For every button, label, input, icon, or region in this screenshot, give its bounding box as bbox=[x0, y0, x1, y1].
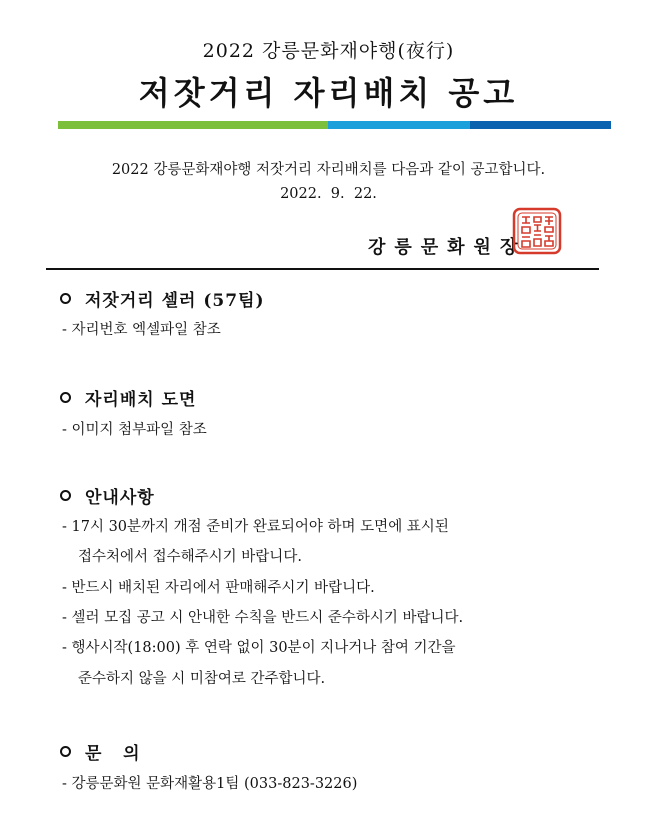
document-title: 저잣거리 자리배치 공고 bbox=[138, 74, 519, 112]
divider-bar-dark-blue bbox=[470, 121, 611, 129]
circle-bullet-icon bbox=[60, 293, 71, 304]
section-line: - 반드시 배치된 자리에서 판매해주시기 바랍니다. bbox=[62, 580, 375, 596]
section-line: - 이미지 첨부파일 참조 bbox=[62, 422, 207, 438]
section-heading-notice bbox=[60, 483, 155, 508]
intro-text: 2022 강릉문화재야행 저잣거리 자리배치를 다음과 같이 공고합니다. bbox=[111, 162, 546, 178]
section-line: - 행사시작(18:00) 후 연락 없이 30분이 지나거나 참여 기간을 bbox=[62, 640, 456, 656]
section-heading-text: 자리배치 도면 bbox=[85, 390, 197, 410]
section-line: - 17시 30분까지 개점 준비가 완료되어야 하며 도면에 표시된 bbox=[62, 519, 449, 535]
circle-bullet-icon bbox=[60, 746, 71, 757]
section-line: - 셀러 모집 공고 시 안내한 수칙을 반드시 준수하시기 바랍니다. bbox=[62, 610, 464, 626]
organization-name: 강릉문화원장 bbox=[368, 237, 527, 258]
section-heading-sellers bbox=[60, 286, 265, 311]
divider-bar-green bbox=[58, 121, 328, 129]
circle-bullet-icon bbox=[60, 490, 71, 501]
section-heading-text: 문 의 bbox=[85, 744, 141, 764]
section-line: - 강릉문화원 문화재활용1팀 (033-823-3226) bbox=[62, 776, 358, 792]
section-line: 접수처에서 접수해주시기 바랍니다. bbox=[78, 549, 302, 565]
section-heading-contact bbox=[60, 739, 141, 764]
section-heading-text: 안내사항 bbox=[85, 488, 155, 508]
section-line: 준수하지 않을 시 미참여로 간주합니다. bbox=[78, 671, 326, 687]
section-line: - 자리번호 엑셀파일 참조 bbox=[62, 322, 221, 338]
divider-bar-light-blue bbox=[328, 121, 470, 129]
document-subtitle: 2022 강릉문화재야행(夜行) bbox=[202, 40, 455, 62]
section-heading-layout bbox=[60, 385, 196, 410]
section-heading-text: 저잣거리 셀러 (57팀) bbox=[85, 291, 265, 311]
announcement-date: 2022. 9. 22. bbox=[280, 186, 377, 202]
horizontal-rule bbox=[46, 268, 599, 270]
official-seal-icon bbox=[512, 207, 562, 255]
circle-bullet-icon bbox=[60, 392, 71, 403]
